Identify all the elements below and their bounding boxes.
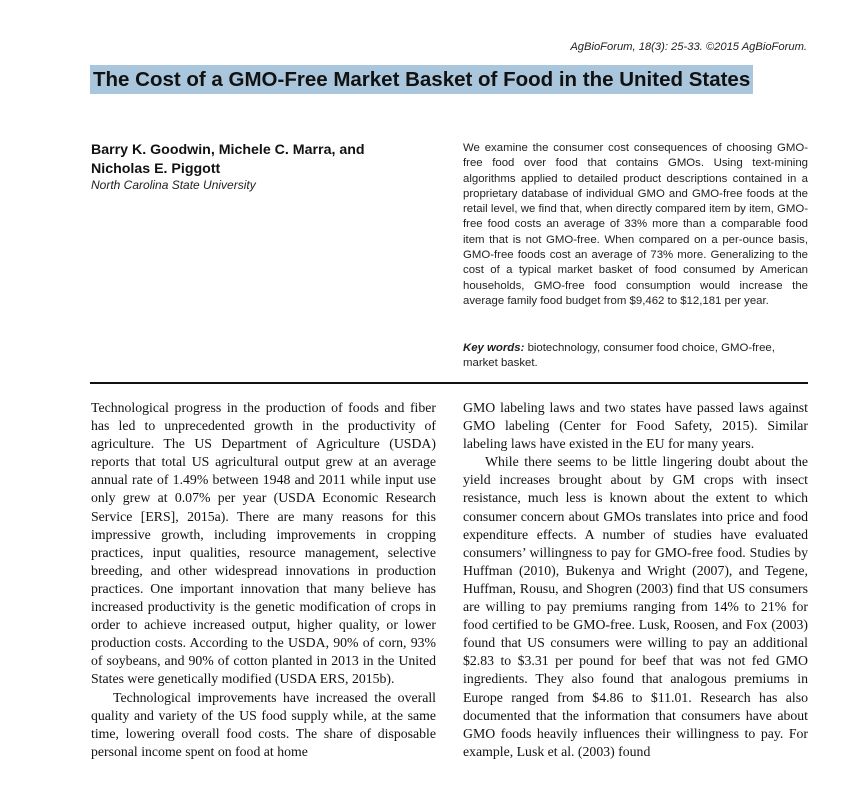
body-column-right — [463, 399, 808, 761]
body-column-left — [91, 399, 436, 761]
author-names-line-2: Nicholas E. Piggott — [91, 161, 221, 177]
author-list — [91, 141, 411, 179]
paragraph: Technological progress in the production of foods and fiber has led to unprecedented growth in the productivity of agriculture. The US Department of Agriculture (USDA) reports that total US agricultural output grew at an average annual rate of 1.49% between 1948 and 2011 while input use only grew at 0.07% per year (USDA Economic Research Service [ERS], 2015a). There are many reasons for this impressive growth, including improvements in cropping practices, input qualities, resource management, selective breeding, and other widespread innovations in production practices. One important innovation that many believe has increased productivity is the genetic modification of crops in order to achieve increased output, higher quality, or lower production costs. According to the USDA, 90% of corn, 93% of soybeans, and 90% of cotton planted in 2013 in the United States were genetically modified (USDA ERS, 2015b). — [91, 400, 436, 687]
keywords — [463, 341, 808, 372]
paragraph: Technological improvements have increased the overall quality and variety of the US food supply while, at the same time, lowering overall food costs. The share of disposable personal income spent on food at home — [91, 689, 436, 759]
author-affiliation: North Carolina State University — [91, 178, 256, 192]
author-names-line-1: Barry K. Goodwin, Michele C. Marra, and — [91, 142, 365, 158]
section-divider — [90, 382, 808, 384]
paragraph: GMO labeling laws and two states have passed laws against GMO labeling (Center for Food Safety, 2015). Similar labeling laws have existed in the EU for many years. — [463, 400, 808, 452]
keywords-list: biotechnology, consumer food choice, GMO-free, market basket. — [463, 342, 775, 370]
abstract: We examine the consumer cost consequences of choosing GMO-free food over food that contains GMOs. Using text-mining algorithms applied to detailed product descriptions contained in a proprietary database of individual GMO and GMO-free foods at the retail level, we find that, when directly compared item by item, GMO-free food costs an average of 33% more than a comparable food item that is not GMO-free. When compared on a per-ounce basis, GMO-free foods cost an average of 73% more. Generalizing to the cost of a typical market basket of food consumed by American households, GMO-free food consumption would increase the average family food budget from $9,462 to $12,181 per year. — [463, 142, 808, 307]
paper-title[interactable]: The Cost of a GMO-Free Market Basket of Food in the United States — [90, 65, 753, 94]
paragraph: While there seems to be little lingering doubt about the yield increases brought about by GM crops with insect resistance, much less is known about the extent to which consumer concern about GMOs translates into price and food expenditure effects. A number of studies have evaluated consumers’ willingness to pay for GMO-free food. Studies by Huffman (2010), Bukenya and Wright (2007), and Tegene, Huffman, Rousu, and Shogren (2003) find that US consumers are willing to pay premiums ranging from 14% to 21% for food certified to be GMO-free. Lusk, Roosen, and Fox (2003) found that US consumers were willing to pay an additional $2.83 to $3.31 per pound for beef that was not fed GMO ingredients. They also found that analogous premiums in Europe ranged from $4.86 to $11.01. Research has also documented that the information that consumers have about GMO foods heavily influences their willingness to pay. For example, Lusk et al. (2003) found — [463, 454, 808, 759]
keywords-label: Key words: — [463, 342, 525, 354]
journal-citation: AgBioForum, 18(3): 25-33. ©2015 AgBioForum. — [570, 41, 807, 53]
